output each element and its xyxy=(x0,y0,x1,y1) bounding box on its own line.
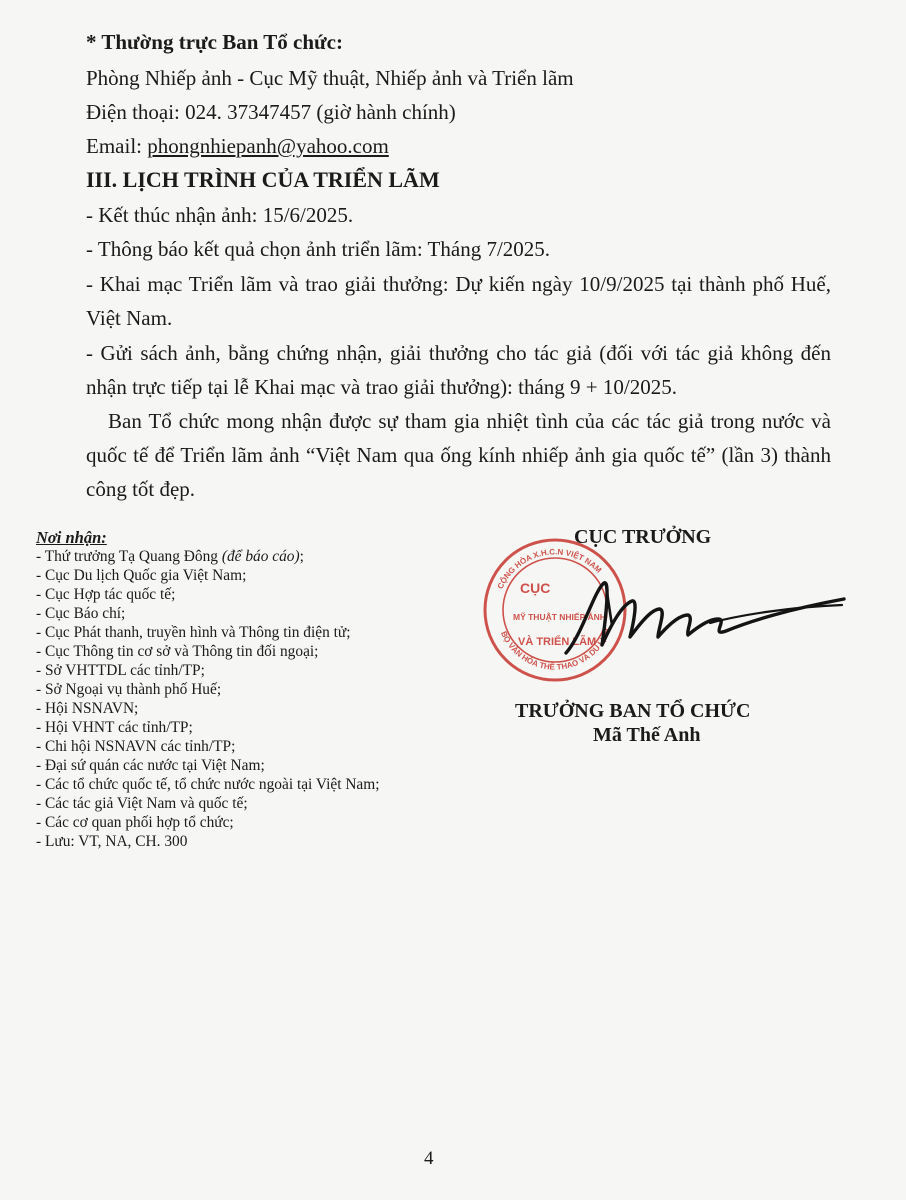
recipient-item: - Cục Thông tin cơ sở và Thông tin đối ngoại; xyxy=(36,643,319,660)
signature-title: CỤC TRƯỞNG xyxy=(574,526,712,548)
recipient-item: - Cục Du lịch Quốc gia Việt Nam; xyxy=(36,567,247,584)
contact-email-link[interactable]: phongnhiepanh@yahoo.com xyxy=(147,134,389,158)
contact-email-row xyxy=(86,134,389,159)
recipients-list xyxy=(36,528,506,851)
schedule-item: - Khai mạc Triển lãm và trao giải thưởng: Dự kiến ngày 10/9/2025 tại thành phố Huế, Việt Nam. xyxy=(86,272,831,330)
recipients-heading: Nơi nhận: xyxy=(36,528,107,547)
recipient-item: - Cục Phát thanh, truyền hình và Thông tin điện tử; xyxy=(36,624,351,641)
contact-heading: * Thường trực Ban Tổ chức: xyxy=(86,30,343,54)
recipient-item: - Lưu: VT, NA, CH. 300 xyxy=(36,833,188,850)
stamp-center-line: VÀ TRIỂN LÃM xyxy=(518,636,597,648)
recipient-item: - Chi hội NSNAVN các tỉnh/TP; xyxy=(36,738,236,755)
recipient-item: - Sở VHTTDL các tỉnh/TP; xyxy=(36,662,205,679)
recipient-item: - Các tác giả Việt Nam và quốc tế; xyxy=(36,795,248,812)
stamp-center-line: CỤC xyxy=(520,580,551,596)
recipient-item: - Đại sứ quán các nước tại Việt Nam; xyxy=(36,757,265,774)
stamp-ring-text: CỘNG HÒA X.H.C.N VIỆT NAM xyxy=(495,547,604,591)
recipient-text: - Thứ trưởng Tạ Quang Đông xyxy=(36,548,222,565)
closing-paragraph: Ban Tổ chức mong nhận được sự tham gia nhiệt tình của các tác giả trong nước và quốc tế để Triển lãm ảnh “Việt Nam qua ống kính nhiếp ảnh gia quốc tế” (lần 3) thành công tốt đẹp. xyxy=(86,409,831,501)
schedule-item: - Kết thúc nhận ảnh: 15/6/2025. xyxy=(86,203,354,227)
contact-email-label: Email: xyxy=(86,134,148,158)
recipient-item: - Hội VHNT các tỉnh/TP; xyxy=(36,719,193,736)
recipient-item: - Cục Báo chí; xyxy=(36,605,126,622)
page-number: 4 xyxy=(424,1148,434,1169)
recipient-item xyxy=(36,547,506,566)
recipient-note: (để báo cáo) xyxy=(221,548,300,565)
schedule-item: - Gửi sách ảnh, bằng chứng nhận, giải thưởng cho tác giả (đối với tác giả không đến nhận trực tiếp tại lễ Khai mạc và trao giải thưởng): tháng 9 + 10/2025. xyxy=(86,341,831,399)
recipient-item: - Sở Ngoại vụ thành phố Huế; xyxy=(36,681,222,698)
signer-name: Mã Thế Anh xyxy=(593,724,701,746)
recipient-item: - Cục Hợp tác quốc tế; xyxy=(36,586,176,603)
recipient-item: - Hội NSNAVN; xyxy=(36,700,139,717)
contact-office: Phòng Nhiếp ảnh - Cục Mỹ thuật, Nhiếp ảnh và Triển lãm xyxy=(86,66,574,90)
contact-phone: Điện thoại: 024. 37347457 (giờ hành chính) xyxy=(86,100,456,124)
schedule-heading: III. LỊCH TRÌNH CỦA TRIỂN LÃM xyxy=(86,167,440,192)
signature-role: TRƯỞNG BAN TỔ CHỨC xyxy=(515,700,751,722)
stamp-center-line: MỸ THUẬT NHIẾP ẢNH xyxy=(513,612,606,622)
schedule-item: - Thông báo kết quả chọn ảnh triển lãm: Tháng 7/2025. xyxy=(86,237,551,261)
stamp-ring-text: BỘ VĂN HÓA THỂ THAO VÀ DU LỊCH xyxy=(499,627,613,672)
recipient-item: - Các cơ quan phối hợp tổ chức; xyxy=(36,814,234,831)
recipient-end: ; xyxy=(299,548,304,565)
recipient-item: - Các tổ chức quốc tế, tổ chức nước ngoài tại Việt Nam; xyxy=(36,776,380,793)
handwritten-signature xyxy=(560,565,850,685)
